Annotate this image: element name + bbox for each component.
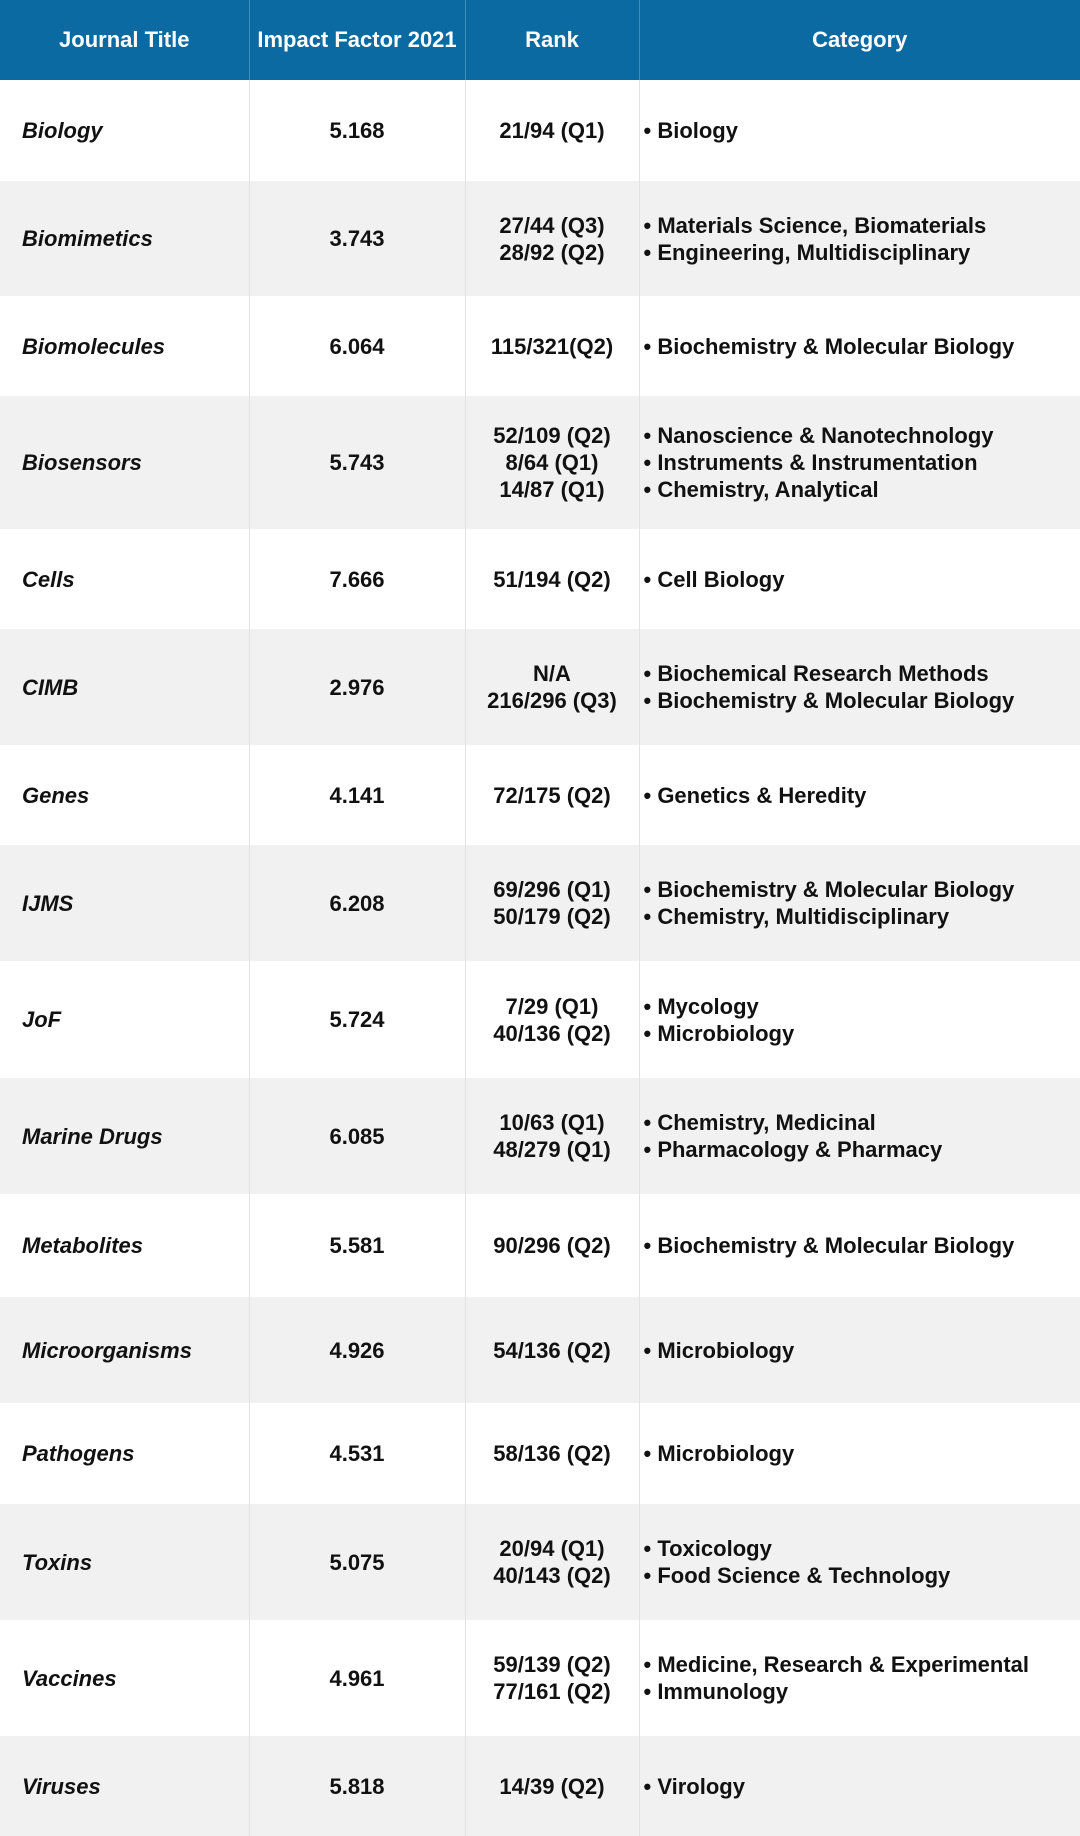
rank-line: 28/92 (Q2)	[466, 239, 639, 266]
journal-title-cell: Vaccines	[0, 1620, 249, 1736]
rank-cell	[465, 1403, 639, 1504]
category-line: • Immunology	[644, 1678, 1080, 1705]
impact-factor-cell: 6.064	[249, 296, 465, 396]
category-line: • Biochemistry & Molecular Biology	[644, 1232, 1080, 1259]
table-row	[0, 529, 1080, 629]
rank-cell	[465, 1078, 639, 1194]
category-line: • Virology	[644, 1773, 1080, 1800]
table-row	[0, 1078, 1080, 1194]
category-cell	[639, 1078, 1080, 1194]
category-line: • Medicine, Research & Experimental	[644, 1651, 1080, 1678]
rank-line: 27/44 (Q3)	[466, 212, 639, 239]
category-line: • Toxicology	[644, 1535, 1080, 1562]
rank-line: 69/296 (Q1)	[466, 876, 639, 903]
rank-line: 10/63 (Q1)	[466, 1109, 639, 1136]
rank-cell	[465, 1297, 639, 1403]
impact-factor-cell: 4.961	[249, 1620, 465, 1736]
category-line: • Engineering, Multidisciplinary	[644, 239, 1080, 266]
category-cell	[639, 1504, 1080, 1620]
category-cell	[639, 1194, 1080, 1297]
rank-line: 115/321(Q2)	[466, 333, 639, 360]
rank-line: 50/179 (Q2)	[466, 903, 639, 930]
rank-cell	[465, 629, 639, 745]
category-cell	[639, 745, 1080, 845]
category-line: • Instruments & Instrumentation	[644, 449, 1080, 476]
category-line: • Genetics & Heredity	[644, 782, 1080, 809]
impact-factor-cell: 3.743	[249, 181, 465, 296]
rank-line: 48/279 (Q1)	[466, 1136, 639, 1163]
category-line: • Biochemical Research Methods	[644, 660, 1080, 687]
category-line: • Biology	[644, 117, 1080, 144]
journal-title-cell: IJMS	[0, 845, 249, 961]
category-line: • Chemistry, Medicinal	[644, 1109, 1080, 1136]
impact-factor-cell: 6.085	[249, 1078, 465, 1194]
rank-line: 54/136 (Q2)	[466, 1337, 639, 1364]
category-line: • Materials Science, Biomaterials	[644, 212, 1080, 239]
table-row	[0, 296, 1080, 396]
category-line: • Food Science & Technology	[644, 1562, 1080, 1589]
table-row	[0, 845, 1080, 961]
impact-factor-cell: 5.581	[249, 1194, 465, 1297]
header-rank: Rank	[465, 0, 639, 80]
impact-factor-cell: 2.976	[249, 629, 465, 745]
header-journal-title: Journal Title	[0, 0, 249, 80]
journal-title-cell: Biology	[0, 80, 249, 181]
impact-factor-cell: 5.818	[249, 1736, 465, 1836]
rank-line: 77/161 (Q2)	[466, 1678, 639, 1705]
journal-title-cell: Toxins	[0, 1504, 249, 1620]
table-row	[0, 629, 1080, 745]
impact-factor-cell: 5.075	[249, 1504, 465, 1620]
rank-cell	[465, 296, 639, 396]
rank-cell	[465, 1504, 639, 1620]
table-row	[0, 961, 1080, 1078]
category-line: • Microbiology	[644, 1337, 1080, 1364]
category-line: • Biochemistry & Molecular Biology	[644, 333, 1080, 360]
table-row	[0, 80, 1080, 181]
journal-title-cell: Microorganisms	[0, 1297, 249, 1403]
impact-factor-cell: 5.743	[249, 396, 465, 529]
category-line: • Chemistry, Multidisciplinary	[644, 903, 1080, 930]
rank-line: 40/136 (Q2)	[466, 1020, 639, 1047]
rank-line: 90/296 (Q2)	[466, 1232, 639, 1259]
table-row	[0, 1620, 1080, 1736]
category-line: • Biochemistry & Molecular Biology	[644, 876, 1080, 903]
rank-line: 40/143 (Q2)	[466, 1562, 639, 1589]
header-impact-factor: Impact Factor 2021	[249, 0, 465, 80]
rank-line: 20/94 (Q1)	[466, 1535, 639, 1562]
rank-cell	[465, 1620, 639, 1736]
table-row	[0, 1194, 1080, 1297]
category-line: • Biochemistry & Molecular Biology	[644, 687, 1080, 714]
rank-line: N/A	[466, 660, 639, 687]
rank-line: 7/29 (Q1)	[466, 993, 639, 1020]
table-row	[0, 1504, 1080, 1620]
category-line: • Chemistry, Analytical	[644, 476, 1080, 503]
rank-line: 51/194 (Q2)	[466, 566, 639, 593]
rank-cell	[465, 745, 639, 845]
impact-factor-cell: 4.141	[249, 745, 465, 845]
rank-cell	[465, 529, 639, 629]
table-row	[0, 1736, 1080, 1836]
category-cell	[639, 396, 1080, 529]
rank-line: 21/94 (Q1)	[466, 117, 639, 144]
category-line: • Microbiology	[644, 1440, 1080, 1467]
category-cell	[639, 845, 1080, 961]
category-cell	[639, 1297, 1080, 1403]
rank-line: 58/136 (Q2)	[466, 1440, 639, 1467]
category-cell	[639, 529, 1080, 629]
header-category: Category	[639, 0, 1080, 80]
category-line: • Nanoscience & Nanotechnology	[644, 422, 1080, 449]
rank-cell	[465, 181, 639, 296]
category-line: • Microbiology	[644, 1020, 1080, 1047]
journal-title-cell: Biomolecules	[0, 296, 249, 396]
table-body	[0, 80, 1080, 1836]
rank-cell	[465, 396, 639, 529]
impact-factor-cell: 4.531	[249, 1403, 465, 1504]
table-header	[0, 0, 1080, 80]
table-row	[0, 396, 1080, 529]
category-cell	[639, 1736, 1080, 1836]
category-cell	[639, 961, 1080, 1078]
rank-cell	[465, 1194, 639, 1297]
impact-factor-cell: 7.666	[249, 529, 465, 629]
category-line: • Mycology	[644, 993, 1080, 1020]
journal-title-cell: Viruses	[0, 1736, 249, 1836]
rank-cell	[465, 845, 639, 961]
rank-line: 72/175 (Q2)	[466, 782, 639, 809]
journal-title-cell: Marine Drugs	[0, 1078, 249, 1194]
header-row	[0, 0, 1080, 80]
journal-title-cell: CIMB	[0, 629, 249, 745]
rank-line: 8/64 (Q1)	[466, 449, 639, 476]
rank-line: 14/39 (Q2)	[466, 1773, 639, 1800]
journal-title-cell: Biosensors	[0, 396, 249, 529]
journal-title-cell: JoF	[0, 961, 249, 1078]
rank-line: 216/296 (Q3)	[466, 687, 639, 714]
rank-cell	[465, 80, 639, 181]
rank-line: 14/87 (Q1)	[466, 476, 639, 503]
journal-title-cell: Pathogens	[0, 1403, 249, 1504]
table-row	[0, 745, 1080, 845]
category-cell	[639, 296, 1080, 396]
category-line: • Cell Biology	[644, 566, 1080, 593]
impact-factor-cell: 5.168	[249, 80, 465, 181]
table-row	[0, 1403, 1080, 1504]
category-cell	[639, 1403, 1080, 1504]
rank-line: 52/109 (Q2)	[466, 422, 639, 449]
category-cell	[639, 181, 1080, 296]
journal-title-cell: Metabolites	[0, 1194, 249, 1297]
journal-title-cell: Genes	[0, 745, 249, 845]
journal-title-cell: Cells	[0, 529, 249, 629]
rank-cell	[465, 1736, 639, 1836]
rank-line: 59/139 (Q2)	[466, 1651, 639, 1678]
rank-cell	[465, 961, 639, 1078]
category-line: • Pharmacology & Pharmacy	[644, 1136, 1080, 1163]
impact-factor-cell: 5.724	[249, 961, 465, 1078]
category-cell	[639, 1620, 1080, 1736]
category-cell	[639, 80, 1080, 181]
table-row	[0, 1297, 1080, 1403]
journal-title-cell: Biomimetics	[0, 181, 249, 296]
table-row	[0, 181, 1080, 296]
category-cell	[639, 629, 1080, 745]
impact-factor-cell: 6.208	[249, 845, 465, 961]
impact-factor-cell: 4.926	[249, 1297, 465, 1403]
